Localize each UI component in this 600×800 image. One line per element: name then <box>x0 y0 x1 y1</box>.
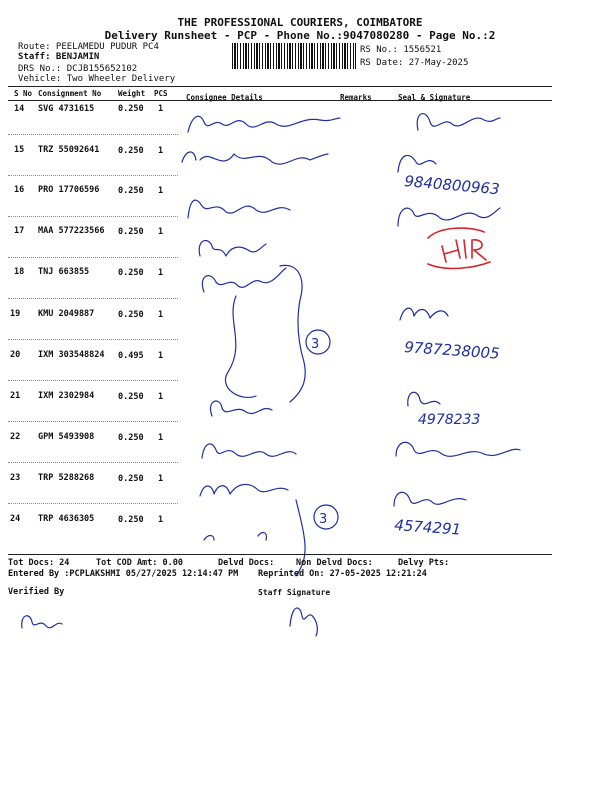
row-sno: 23 <box>10 473 21 483</box>
col-remarks: Remarks <box>340 93 372 102</box>
row-consignment: TNJ 663855 <box>38 267 90 277</box>
red-stamp-mark <box>428 228 490 268</box>
row-pcs: 1 <box>158 104 164 114</box>
row-weight: 0.250 <box>118 104 144 114</box>
col-pcs: PCS <box>154 89 168 98</box>
row-consignment: PRO 17706596 <box>38 185 100 195</box>
row-consignment: TRZ 55092641 <box>38 145 100 155</box>
table-bottom-rule <box>8 554 552 555</box>
tot-cod-amount: Tot COD Amt: 0.00 <box>96 558 183 568</box>
row-pcs: 1 <box>158 351 164 361</box>
signature-consignee-17 <box>199 241 266 256</box>
row-circle-number: 3 <box>311 337 320 352</box>
row-pcs: 1 <box>158 227 164 237</box>
staff-signature-label: Staff Signature <box>258 588 331 597</box>
reprinted-on: Reprinted On: 27-05-2025 12:21:24 <box>258 569 427 579</box>
row-consignment: IXM 2302984 <box>38 391 95 401</box>
row-weight: 0.250 <box>118 433 144 443</box>
row-weight: 0.495 <box>118 351 144 361</box>
delivered-docs: Delvd Docs: <box>218 558 275 568</box>
entered-by: Entered By :PCPLAKSHMI 05/27/2025 12:14:47 PM <box>8 569 239 579</box>
phone-number-ink: 9840800963 <box>403 172 501 199</box>
row-sno: 22 <box>10 432 21 442</box>
signature-seal-15 <box>398 155 436 172</box>
row-sno: 18 <box>14 267 25 277</box>
verified-signature <box>22 616 62 628</box>
row-sno: 17 <box>14 226 25 236</box>
row-consignment: IXM 303548824 <box>38 350 105 360</box>
row-sno: 16 <box>14 185 25 195</box>
vehicle-label: Vehicle: Two Wheeler Delivery <box>18 74 176 84</box>
signature-consignee-22 <box>202 444 296 458</box>
company-title: THE PROFESSIONAL COURIERS, COIMBATORE <box>177 16 423 29</box>
row-weight: 0.250 <box>118 474 144 484</box>
row-weight: 0.250 <box>118 227 144 237</box>
signature-consignee-21 <box>211 401 272 416</box>
runsheet-subtitle: Delivery Runsheet - PCP - Phone No.:9047080280 - Page No.:2 <box>104 29 496 42</box>
signature-consignee-18 <box>202 268 286 292</box>
row-sno: 24 <box>10 514 21 524</box>
row-consignment: MAA 577223566 <box>38 226 105 236</box>
row-weight: 0.250 <box>118 268 144 278</box>
row-consignment: TRP 4636305 <box>38 514 95 524</box>
drs-number: DRS No.: DCJB155652102 <box>18 64 138 74</box>
signature-consignee-15 <box>182 152 328 164</box>
row-weight: 0.250 <box>118 146 144 156</box>
row-weight: 0.250 <box>118 310 144 320</box>
rs-number: RS No.: 1556521 <box>360 45 442 55</box>
delivery-points: Delvy Pts: <box>398 558 450 568</box>
col-sno: S No <box>14 89 33 98</box>
row-sno: 21 <box>10 391 21 401</box>
row-pcs: 1 <box>158 392 164 402</box>
row-sno: 14 <box>14 104 25 114</box>
row-pcs: 1 <box>158 186 164 196</box>
verified-by-label: Verified By <box>8 587 65 597</box>
signature-seal-19 <box>400 308 448 320</box>
staff-signature <box>290 608 317 636</box>
row-consignment: GPM 5493908 <box>38 432 95 442</box>
signature-consignee-14 <box>188 116 340 132</box>
row-weight: 0.250 <box>118 515 144 525</box>
row-pcs: 1 <box>158 433 164 443</box>
row-weight: 0.250 <box>118 392 144 402</box>
row-pcs: 1 <box>158 268 164 278</box>
tot-docs: Tot Docs: 24 <box>8 558 70 568</box>
signature-seal-14 <box>417 114 500 130</box>
row-sno: 15 <box>14 145 25 155</box>
signature-consignee-16 <box>188 200 290 218</box>
row-consignment: KMU 2049887 <box>38 309 95 319</box>
signature-seal-22 <box>396 442 520 456</box>
row-consignment: SVG 4731615 <box>38 104 95 114</box>
rs-date: RS Date: 27-May-2025 <box>360 58 469 68</box>
row-sno: 19 <box>10 309 21 319</box>
col-seal-signature: Seal & Signature <box>398 93 471 102</box>
phone-number-ink: 4574291 <box>393 516 462 539</box>
signature-seal-21 <box>408 392 440 406</box>
phone-number-ink: 4978233 <box>418 412 481 428</box>
row-pcs: 1 <box>158 474 164 484</box>
col-consignee: Consignee Details <box>186 93 263 102</box>
col-weight: Weight <box>118 89 146 98</box>
staff-label: Staff: BENJAMIN <box>18 52 100 62</box>
route-label: Route: PEELAMEDU PUDUR PC4 <box>18 42 159 52</box>
row-pcs: 1 <box>158 146 164 156</box>
non-delivered-docs: Non Delvd Docs: <box>296 558 373 568</box>
row-circle-number: 3 <box>319 512 328 527</box>
signature-seal-23 <box>394 492 466 506</box>
signature-seal-16 <box>398 208 500 226</box>
row-consignment: TRP 5288268 <box>38 473 95 483</box>
signature-consignee-23 <box>200 484 288 496</box>
phone-number-ink: 9787238005 <box>403 338 501 363</box>
row-pcs: 1 <box>158 310 164 320</box>
row-sno: 20 <box>10 350 21 360</box>
col-consignment: Consignment No <box>38 89 102 98</box>
row-weight: 0.250 <box>118 186 144 196</box>
row-pcs: 1 <box>158 515 164 525</box>
